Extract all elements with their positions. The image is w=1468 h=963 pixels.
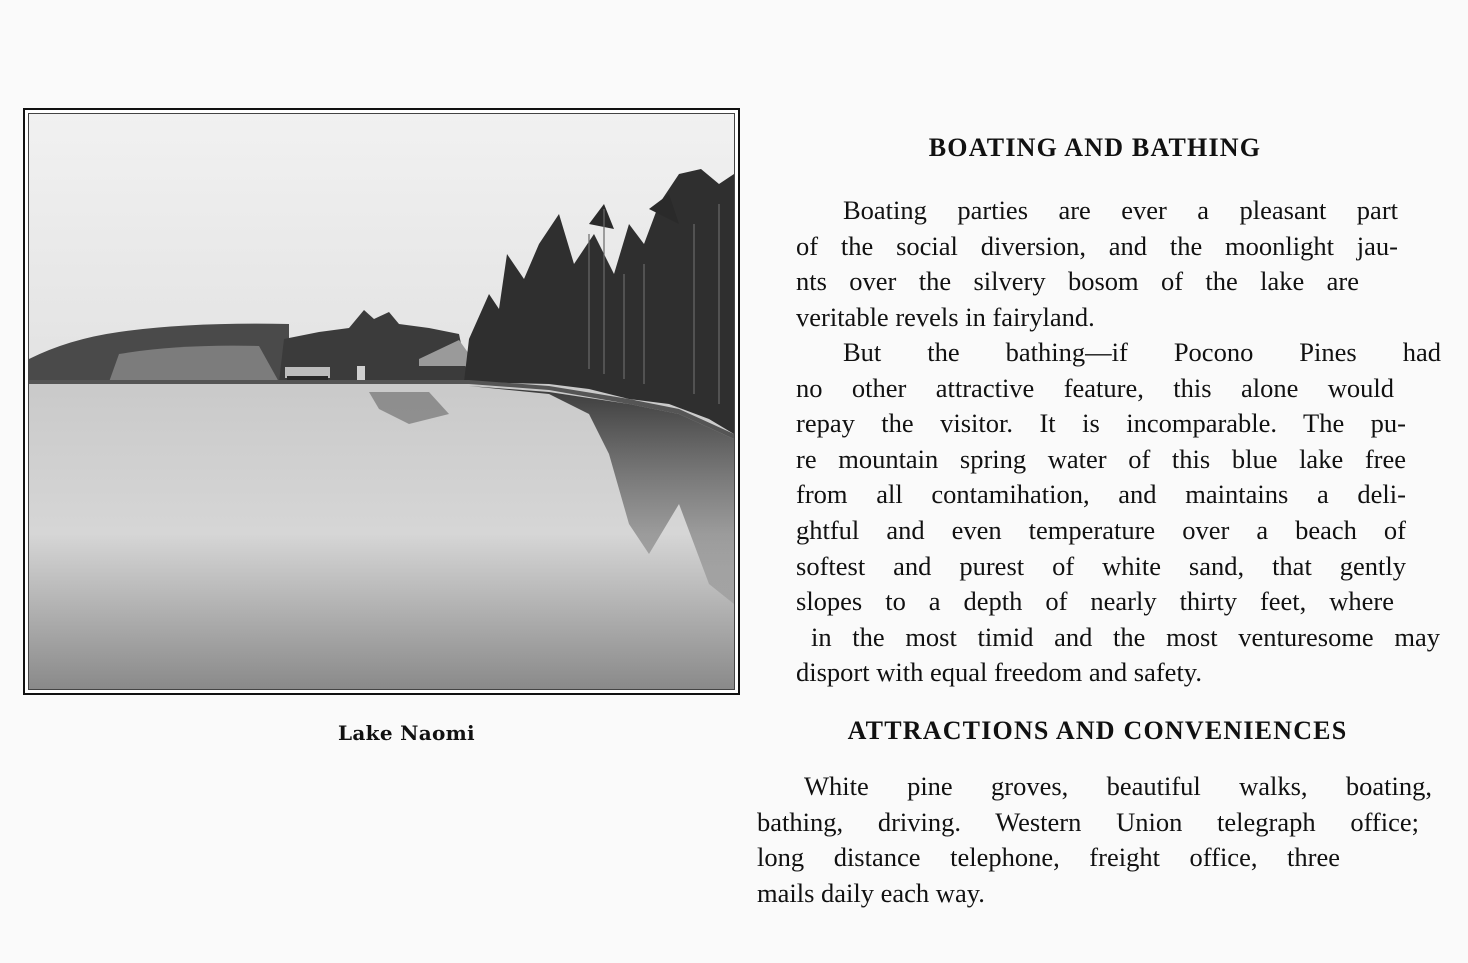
paragraph-bathing xyxy=(796,335,1441,691)
text-line: slopes to a depth of nearly thirty feet, where xyxy=(796,586,1394,617)
section-heading-attractions: ATTRACTIONS AND CONVENIENCES xyxy=(847,716,1348,745)
text-line: ghtful and even temperature over a beach of xyxy=(796,514,1406,545)
text-line: disport with equal freedom and safety. xyxy=(796,657,1202,688)
paragraph-attractions xyxy=(757,769,1432,911)
section-heading-boating-bathing: BOATING AND BATHING xyxy=(928,133,1262,162)
text-line: But the bathing—if Pocono Pines had xyxy=(843,337,1441,367)
text-line: softest and purest of white sand, that gently xyxy=(796,550,1406,581)
lake-photo xyxy=(28,113,735,690)
text-line: from all contamihation, and maintains a deli- xyxy=(796,479,1406,510)
text-line: repay the visitor. It is incomparable. The pu- xyxy=(796,408,1406,439)
text-line: of the social diversion, and the moonlight jau- xyxy=(796,230,1398,261)
paragraph-boating xyxy=(796,193,1398,335)
text-line: mails daily each way. xyxy=(757,877,985,908)
text-line: bathing, driving. Western Union telegraph office; xyxy=(757,806,1419,837)
text-line: veritable revels in fairyland. xyxy=(796,301,1095,332)
lake-landscape-image xyxy=(29,114,734,689)
text-line: in the most timid and the most venturesome may xyxy=(811,621,1440,652)
text-line: White pine groves, beautiful walks, boating, xyxy=(804,771,1432,801)
text-line: long distance telephone, freight office, three xyxy=(757,842,1340,873)
text-line: Boating parties are ever a pleasant part xyxy=(843,195,1398,225)
text-line: no other attractive feature, this alone would xyxy=(796,372,1394,403)
text-line: re mountain spring water of this blue lake free xyxy=(796,443,1406,474)
lake-photo-frame xyxy=(23,108,740,695)
text-line: nts over the silvery bosom of the lake are xyxy=(796,266,1359,297)
photo-caption: Lake Naomi xyxy=(338,721,475,745)
